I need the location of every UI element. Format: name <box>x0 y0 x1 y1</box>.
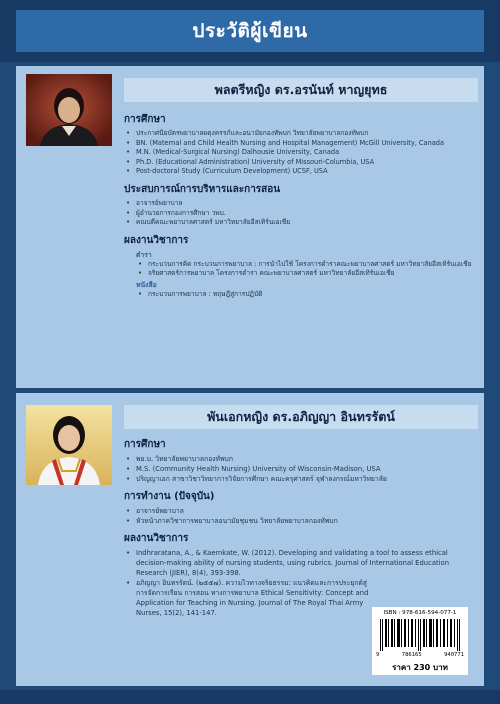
list-item: • ปริญญาเอก สาขาวิชาวิทยาการวิจัยการศึกษา คณะครุศาสตร์ จุฬาลงกรณ์มหาวิทยาลัย <box>124 474 474 484</box>
barcode-box <box>372 607 468 675</box>
author-name-1: พลตรีหญิง ดร.อรนันท์ หาญยุทธ <box>214 82 388 97</box>
author-details-1 <box>124 110 474 300</box>
education-list <box>124 129 474 177</box>
education-heading: การศึกษา <box>124 439 166 450</box>
experience-list <box>124 199 474 228</box>
textbook-label: ตำรา <box>136 250 152 259</box>
author-name-2: พันเอกหญิง ดร.อภิญญา อินทรรัตน์ <box>207 409 395 424</box>
list-item: • ประกาศนียบัตรพยาบาลผดุงครรภ์และอนามัยกองทัพบก วิทยาลัยพยาบาลกองทัพบก <box>124 129 474 139</box>
list-item: • พย.บ. วิทยาลัยพยาบาลกองทัพบก <box>124 454 474 464</box>
list-item: • จริยศาสตร์การพยาบาล โครงการตำรา คณะพยาบาลศาสตร์ มหาวิทยาลัยอีสเทิร์นเอเชีย <box>136 269 474 279</box>
book-label: หนังสือ <box>136 280 157 289</box>
work-list <box>124 506 474 526</box>
list-item: • กระบวนการพยาบาล : ทฤษฎีสู่การปฏิบัติ <box>136 290 474 300</box>
footer-band <box>0 690 500 704</box>
author-details-2 <box>124 435 474 618</box>
education-heading: การศึกษา <box>124 114 166 125</box>
list-item: • อาจารย์พยาบาล <box>124 506 474 516</box>
author-photo-2 <box>26 405 112 485</box>
barcode-digits <box>376 652 464 658</box>
list-item: • Ph.D. (Educational Administration) University of Missouri-Columbia, USA <box>124 158 474 168</box>
author-name-bar-2 <box>124 405 478 429</box>
author-name-bar-1 <box>124 78 478 102</box>
list-item: • BN. (Maternal and Child Health Nursing and Hospital Management) McGill University, Canada <box>124 139 474 149</box>
page-title-box <box>16 10 484 52</box>
book-list <box>124 290 474 300</box>
author-card-1 <box>16 66 484 388</box>
list-item: • อาจารย์พยาบาล <box>124 199 474 209</box>
list-item: • กระบวนการคิด กระบวนการพยาบาล : การนำไปใช้ โครงการตำราคณะพยาบาลศาสตร์ มหาวิทยาลัยอีสเทิร์นเอเชีย <box>136 260 474 270</box>
isbn-label: ISBN : 978-616-594-077-1 <box>383 610 457 616</box>
barcode-digit-group: 786165 <box>401 652 422 658</box>
barcode-digit-group: 9 <box>376 652 380 658</box>
barcode-icon <box>380 619 460 651</box>
experience-heading: ประสบการณ์การบริหารและการสอน <box>124 183 281 195</box>
list-item: • Indhraratana, A., & Kaemkate, W. (2012). Developing and validating a tool to assess ethical decision-making ability of nursing students, using rubrics. Journal of International Education Research (JIER), 8(4), 393-398. <box>124 548 474 578</box>
work-heading: การทำงาน (ปัจจุบัน) <box>124 491 215 502</box>
list-item: • M.N. (Medical-Surgical Nursing) Dalhousie University, Canada <box>124 148 474 158</box>
textbook-list <box>124 260 474 279</box>
list-item: • M.S. (Community Health Nursing) University of Wisconsin-Madison, USA <box>124 464 474 474</box>
barcode-digit-group: 940771 <box>444 652 464 658</box>
education-list <box>124 454 474 484</box>
list-item: • Post-doctoral Study (Curriculum Development) UCSF, USA <box>124 167 474 177</box>
list-item: • คณบดีคณะพยาบาลศาสตร์ มหาวิทยาลัยอีสเทิร์นเอเชีย <box>124 218 474 228</box>
works-heading: ผลงานวิชาการ <box>124 533 189 544</box>
page-title: ประวัติผู้เขียน <box>192 20 308 42</box>
list-item: • อภิญญา อินทรรัตน์. (๒๕๕๗). ความไวทางจริยธรรม: แนวคิดและการประยุกต์สู่การจัดการเรียน การสอน ทางการพยาบาล Ethical Sensitivity: Concept and Application for Teaching in Nursing. Journal of The Royal Thai Army Nurses, 15(2), 141-147. <box>124 578 372 618</box>
works-heading: ผลงานวิชาการ <box>124 234 189 246</box>
price-label: ราคา 230 บาท <box>392 663 448 672</box>
list-item: • หัวหน้าภาควิชาการพยาบาลอนามัยชุมชน วิทยาลัยพยาบาลกองทัพบก <box>124 516 474 526</box>
list-item: • ผู้อำนวยการกองการศึกษา วพบ. <box>124 209 474 219</box>
author-photo-1 <box>26 74 112 146</box>
